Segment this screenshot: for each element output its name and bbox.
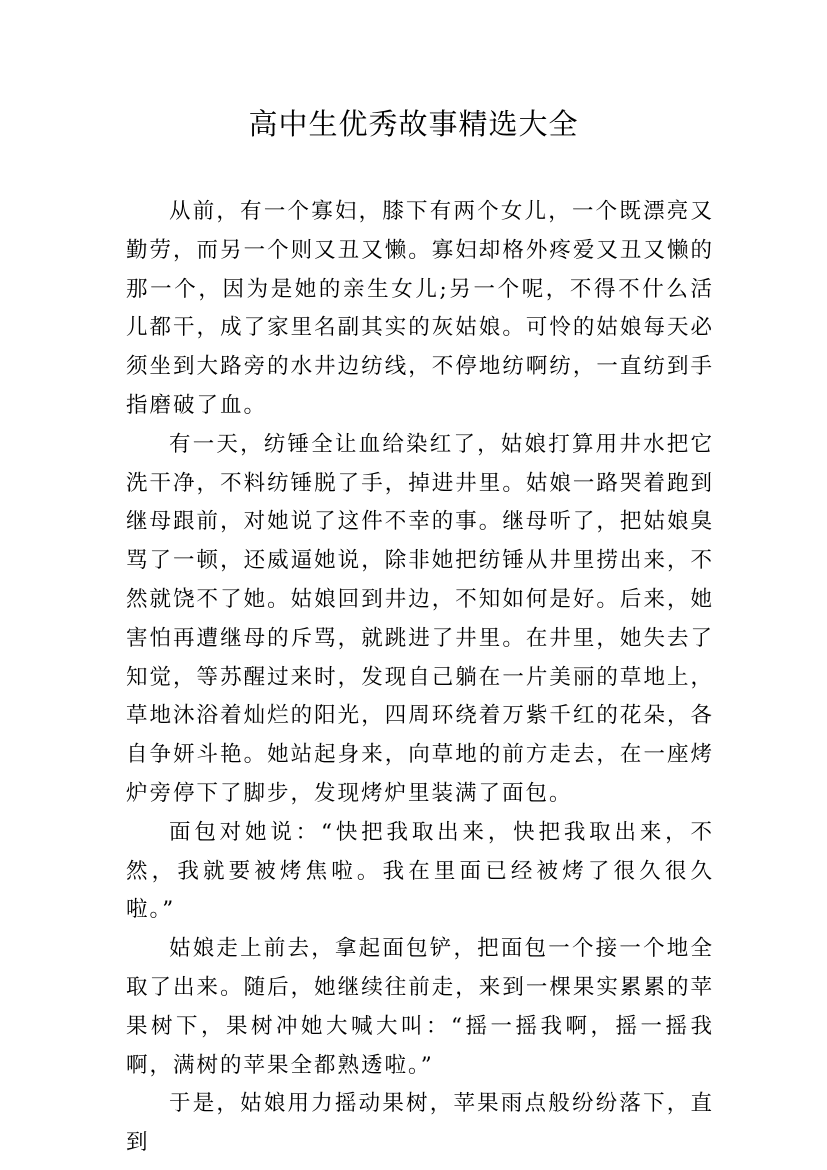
paragraph: 从前，有一个寡妇，膝下有两个女儿，一个既漂亮又勤劳，而另一个则又丑又懒。寡妇却格外疼爱又丑又懒的那一个，因为是她的亲生女儿;另一个呢，不得不什么活儿都干，成了家里名副其实的灰姑娘。可怜的姑娘每天必须坐到大路旁的水井边纺线，不停地纺啊纺，一直纺到手指磨破了血。 [126,199,714,418]
paragraph: 姑娘走上前去，拿起面包铲，把面包一个接一个地全取了出来。随后，她继续往前走，来到一棵果实累累的苹果树下，果树冲她大喊大叫：“摇一摇我啊，摇一摇我啊，满树的苹果全都熟透啦。” [126,936,714,1078]
paragraph: 于是，姑娘用力摇动果树，苹果雨点般纷纷落下，直到 [126,1091,714,1156]
paragraph: 有一天，纺锤全让血给染红了，姑娘打算用井水把它洗干净，不料纺锤脱了手，掉进井里。姑娘一路哭着跑到继母跟前，对她说了这件不幸的事。继母听了，把姑娘臭骂了一顿，还威逼她说，除非她把纺锤从井里捞出来，不然就饶不了她。姑娘回到井边，不知如何是好。后来，她害怕再遭继母的斥骂，就跳进了井里。在井里，她失去了知觉，等苏醒过来时，发现自己躺在一片美丽的草地上，草地沐浴着灿烂的阳光，四周环绕着万紫千红的花朵，各自争妍斗艳。她站起身来，向草地的前方走去，在一座烤炉旁停下了脚步，发现烤炉里装满了面包。 [126,431,714,806]
document-body [126,193,714,1163]
paragraph: 面包对她说：“快把我取出来，快把我取出来，不然，我就要被烤焦啦。我在里面已经被烤了很久很久啦。” [126,819,714,923]
document-title: 高中生优秀故事精选大全 [248,107,579,141]
